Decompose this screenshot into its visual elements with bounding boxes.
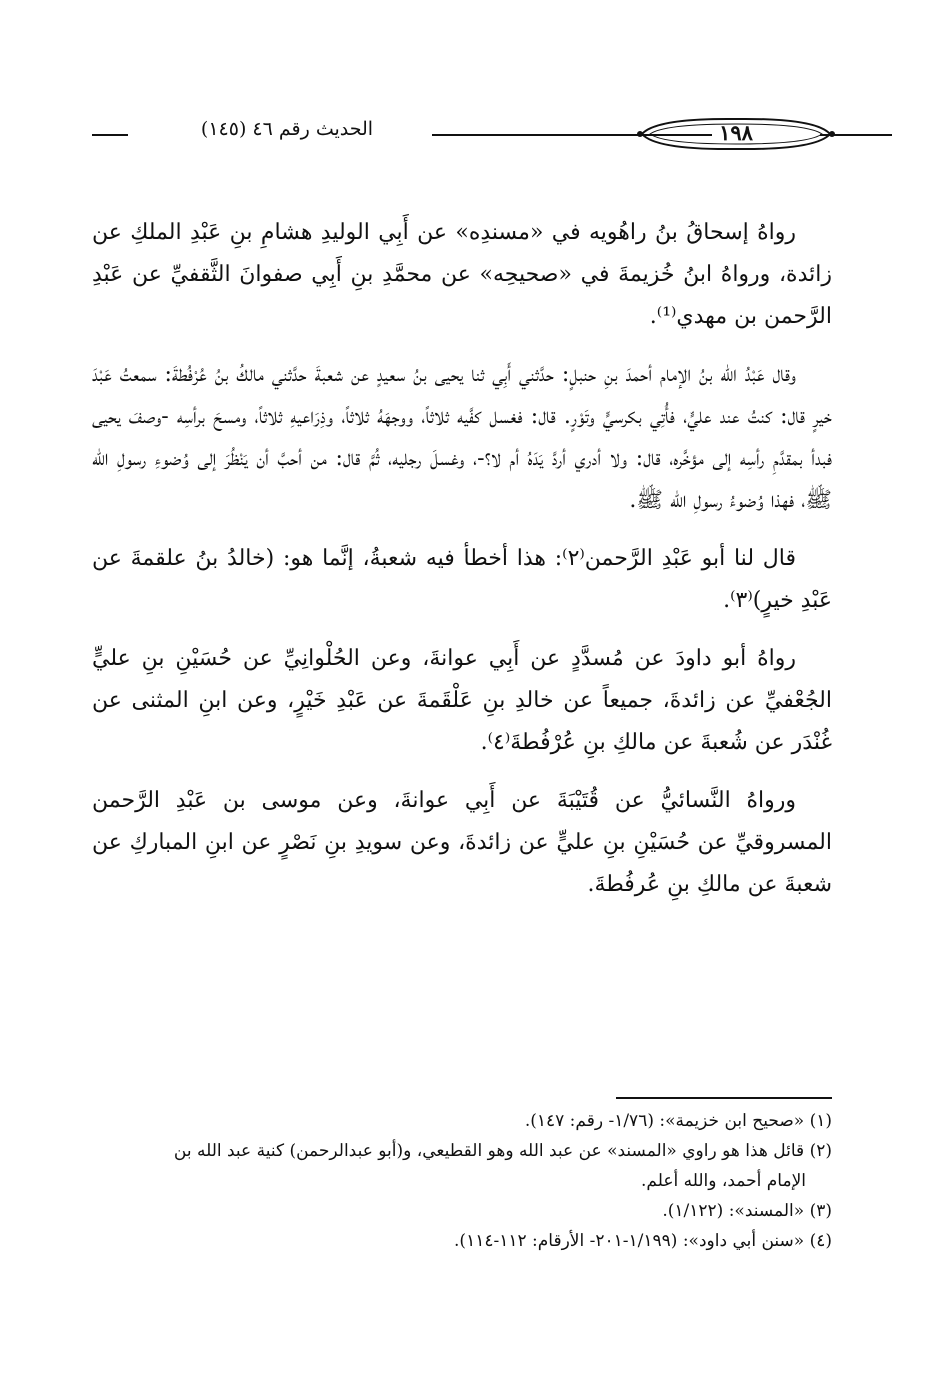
paragraph-3: قال لنا أبو عَبْدِ الرَّحمن⁽٢⁾: هذا أخطأ فيه شعبةُ، إنَّما هو: (خالدُ بنُ علقمةَ عن عَبْدِ خيرٍ)⁽٣⁾. — [92, 546, 832, 613]
footnote-4: (٤) «سنن أبي داود»: (١/١٩٩-٢٠١- الأرقام: ١١٢-١١٤). — [454, 1231, 832, 1251]
footnotes — [92, 1106, 832, 1256]
header-rule-right — [820, 134, 892, 136]
page-number: ١٩٨ — [719, 120, 753, 145]
main-text — [92, 212, 832, 922]
paragraph-4: رواهُ أبو داودَ عن مُسدَّدٍ عن أَبِي عوانةَ، وعن الحُلْوانِيِّ عن حُسَيْنِ بنِ عليٍّ الجُعْفيِّ عن زائدةَ، جميعاً عن خالدِ بنِ عَلْقَمةَ عن عَبْدِ خَيْرٍ، وعن ابنِ المثنى عن غُنْدَر عن شُعبةَ عن مالكِ بنِ عُرْفُطةَ⁽٤⁾. — [92, 646, 832, 755]
footnote-separator — [616, 1097, 832, 1099]
footnote-3: (٣) «المسند»: (١/١٢٢). — [662, 1201, 832, 1221]
footnote-1: (١) «صحيح ابن خزيمة»: (١/٧٦- رقم: ١٤٧). — [524, 1111, 832, 1131]
header-title: الحديث رقم ٤٦ (١٤٥) — [200, 118, 374, 140]
page-number-badge — [636, 116, 836, 152]
running-header — [92, 112, 832, 158]
paragraph-2: وقال عَبْدُ الله بنُ الإمام أحمدَ بنِ حنبلٍ: حدَّثني أَبِي ثنا يحيى بنُ سعيدٍ عن شعبةَ حدَّثني مالكُ بنُ عُرْفُطةَ: سمعتُ عَبْدَ خيرٍ قال: كنتُ عند عليٍّ، فأُتِي بكرسيٍّ وتَوْرٍ. قال: فغسل كفَّيه ثلاثاً، ووجهَهُ ثلاثاً، وذِرَاعيهِ ثلاثاً، ومسحَ برأسِه -وصفَ يحيى فبدأ بمقدَّمِ رأسِه إلى مؤخَّره، قال: ولا أدري أردَّ يَدَهُ أم لا؟-، وغسلَ رجليه، ثُمَّ قال: من أحبَّ أن يَنْظُرَ إلى وُضوءِ رسولِ الله ﷺ، فهذا وُضوءُ رسولِ الله ﷺ. — [92, 362, 832, 513]
paragraph-1: رواهُ إسحاقُ بنُ راهُويه في «مسندِه» عن أَبِي الوليدِ هشامِ بنِ عَبْدِ الملكِ عن زائدة، ورواهُ ابنُ خُزيمةَ في «صحيحِه» عن محمَّدِ بنِ أَبِي صفوانَ الثَّقفيِّ عن عَبْدِ الرَّحمن بن مهدي⁽¹⁾. — [92, 220, 832, 329]
paragraph-5: ورواهُ النَّسائيُّ عن قُتَيْبَةَ عن أَبِي عوانةَ، وعن موسى بن عَبْدِ الرَّحمن المسروقيِّ عن حُسَيْنِ بنِ عليٍّ عن زائدةَ، وعن سويدِ بنِ نَصْرٍ عن ابنِ المباركِ عن شعبةَ عن مالكِ بنِ عُرفُطةَ. — [92, 788, 832, 897]
footnote-2: (٢) قائل هذا هو راوي «المسند» عن عبد الله وهو القطيعي، و(أبو عبدالرحمن) كنية عبد الله بن — [173, 1141, 832, 1161]
header-rule-left — [92, 134, 128, 136]
footnote-2-continued: الإمام أحمد، والله أعلم. — [641, 1171, 806, 1191]
